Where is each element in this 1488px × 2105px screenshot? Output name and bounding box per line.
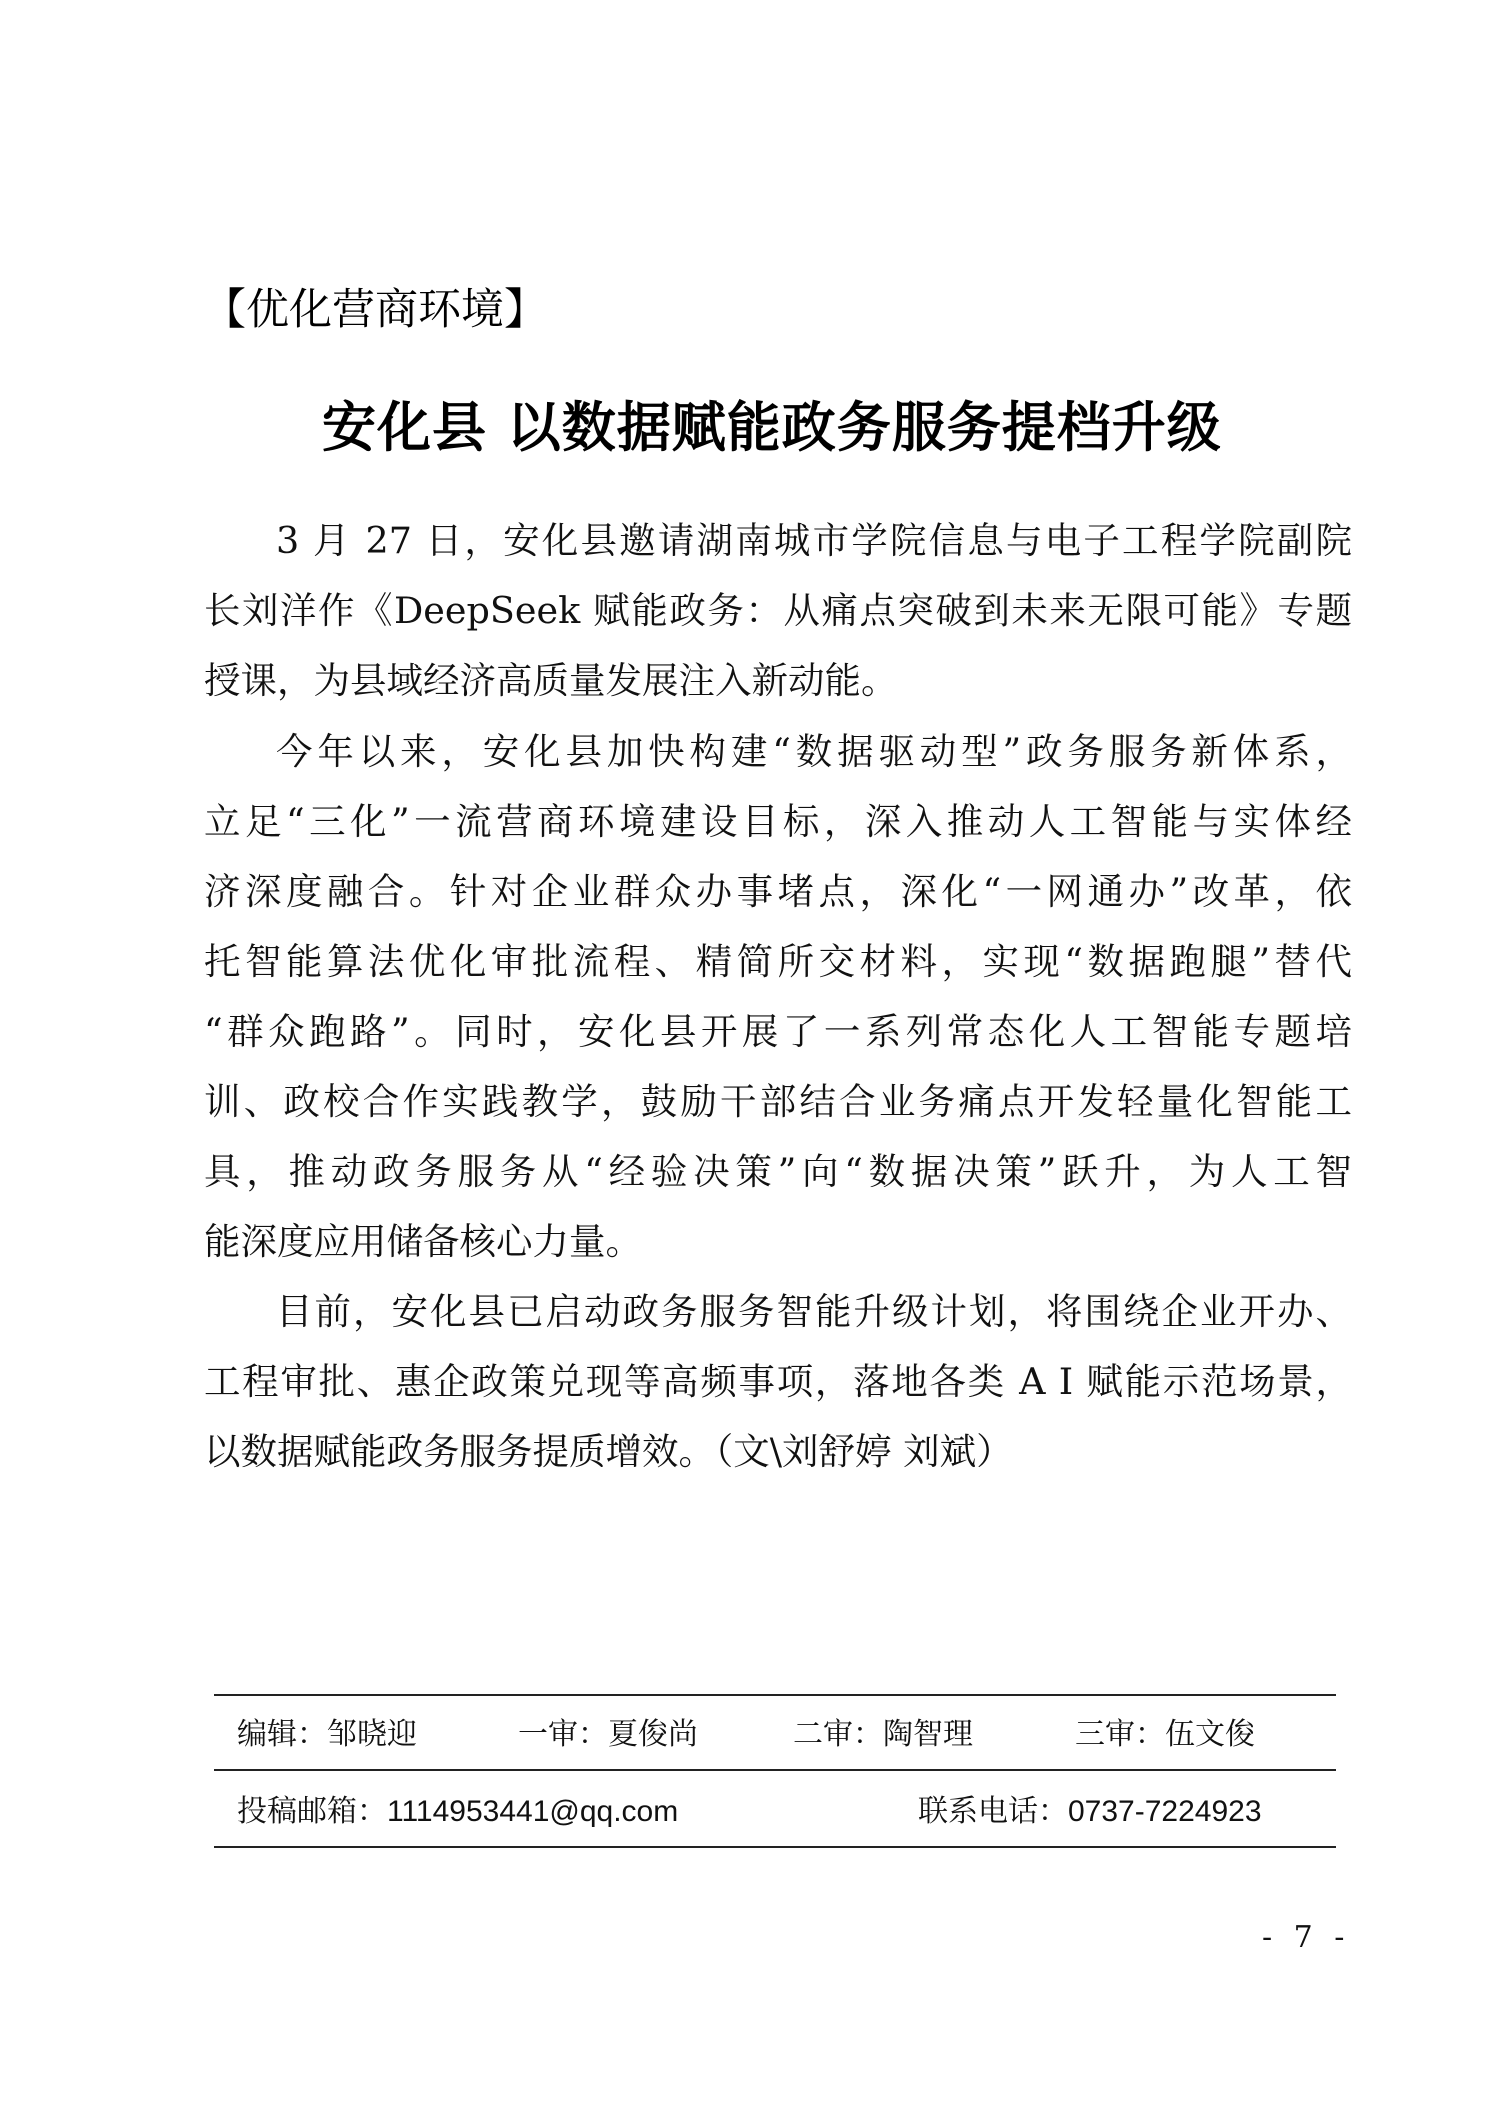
footer-rule-bottom bbox=[214, 1846, 1336, 1848]
article-headline: 安化县 以数据赋能政务服务提档升级 bbox=[322, 395, 1222, 459]
body-line: 目前，安化县已启动政务服务智能升级计划，将围绕企业开办、 bbox=[276, 1290, 1352, 1333]
submission-email bbox=[237, 1790, 678, 1834]
footer-rule-middle bbox=[214, 1769, 1336, 1771]
body-line: 长刘洋作《DeepSeek 赋能政务：从痛点突破到未来无限可能》专题 bbox=[204, 589, 1352, 632]
contact-phone bbox=[918, 1790, 1262, 1834]
section-tag: 【优化营商环境】 bbox=[203, 285, 547, 335]
credit-editor: 编辑：邹晓迎 bbox=[237, 1717, 417, 1752]
page-number: - 7 - bbox=[1262, 1920, 1351, 1955]
editorial-credits bbox=[237, 1713, 1255, 1757]
phone-label: 联系电话： bbox=[918, 1794, 1068, 1829]
body-line: 托智能算法优化审批流程、精简所交材料，实现“数据跑腿”替代 bbox=[204, 940, 1352, 983]
body-line: 授课，为县域经济高质量发展注入新动能。 bbox=[204, 659, 898, 702]
phone-number: 0737-7224923 bbox=[1068, 1795, 1262, 1828]
body-line: 今年以来，安化县加快构建“数据驱动型”政务服务新体系， bbox=[276, 730, 1352, 773]
credit-third-review: 三审：伍文俊 bbox=[1075, 1717, 1255, 1752]
body-line: “群众跑路”。同时，安化县开展了一系列常态化人工智能专题培 bbox=[204, 1010, 1352, 1053]
body-line: 能深度应用储备核心力量。 bbox=[204, 1220, 642, 1263]
body-line: 工程审批、惠企政策兑现等高频事项，落地各类 A I 赋能示范场景， bbox=[204, 1360, 1352, 1403]
body-line: 3 月 27 日，安化县邀请湖南城市学院信息与电子工程学院副院 bbox=[276, 519, 1352, 562]
body-line: 立足“三化”一流营商环境建设目标，深入推动人工智能与实体经 bbox=[204, 800, 1352, 843]
body-line: 训、政校合作实践教学，鼓励干部结合业务痛点开发轻量化智能工 bbox=[204, 1080, 1352, 1123]
email-address[interactable]: 1114953441@qq.com bbox=[387, 1795, 679, 1828]
body-line: 济深度融合。针对企业群众办事堵点，深化“一网通办”改革，依 bbox=[204, 870, 1352, 913]
body-line: 具，推动政务服务从“经验决策”向“数据决策”跃升，为人工智 bbox=[204, 1150, 1352, 1193]
footer-rule-top bbox=[214, 1694, 1336, 1696]
credit-second-review: 二审：陶智理 bbox=[793, 1717, 973, 1752]
body-line: 以数据赋能政务服务提质增效。（文\刘舒婷 刘斌） bbox=[204, 1430, 1013, 1473]
email-label: 投稿邮箱： bbox=[237, 1794, 387, 1829]
credit-first-review: 一审：夏俊尚 bbox=[518, 1717, 698, 1752]
